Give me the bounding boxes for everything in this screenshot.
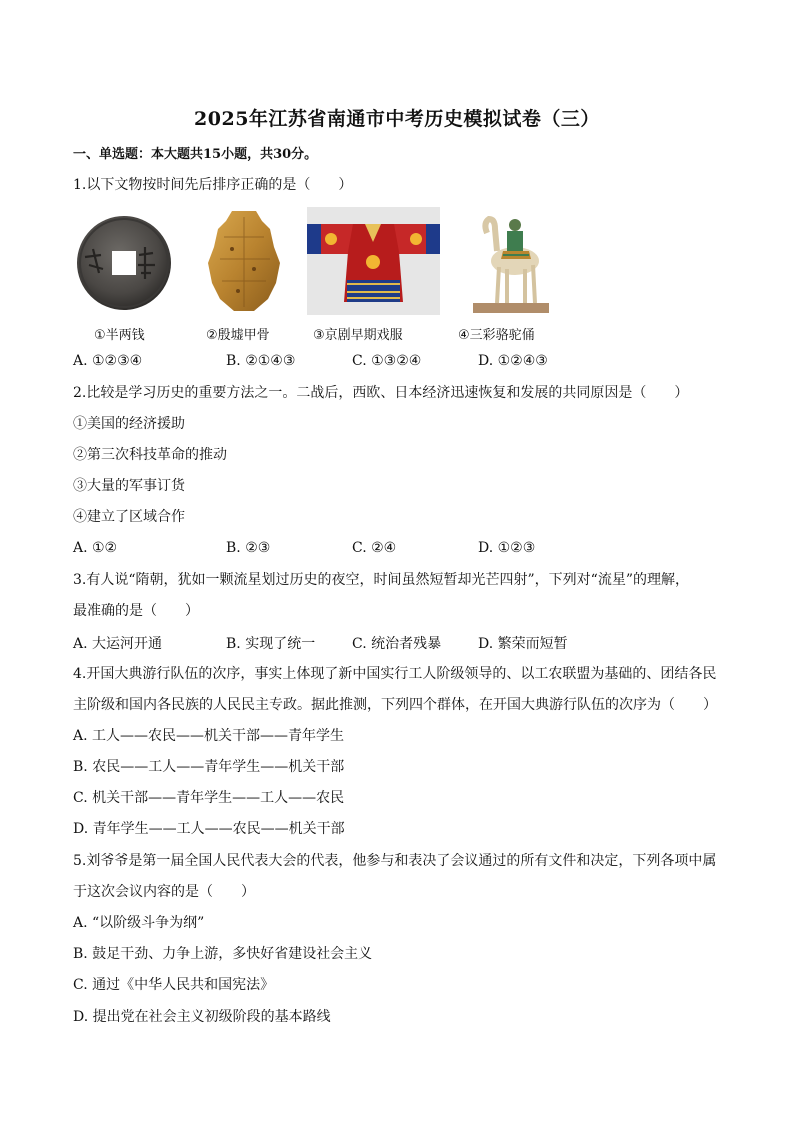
question-3-stem-line2: 最准确的是（ ）	[73, 603, 199, 619]
q1-option-d[interactable]: D. ①②④③	[478, 353, 548, 369]
q1-option-b[interactable]: B. ②①④③	[226, 353, 296, 369]
question-3-stem-line1: 3.有人说“隋朝，犹如一颗流星划过历史的夜空，时间虽然短暂却光芒四射”，下列对“流星”的理解，	[73, 572, 689, 588]
q4-option-b[interactable]: B. 农民——工人——青年学生——机关干部	[73, 759, 345, 775]
tricolor-camel-icon	[473, 207, 549, 315]
q2-item-3: ③大量的军事订货	[73, 478, 185, 494]
section-heading: 一、单选题：本大题共15小题，共30分。	[73, 147, 318, 162]
q2-item-4: ④建立了区域合作	[73, 509, 185, 525]
q4-option-a[interactable]: A. 工人——农民——机关干部——青年学生	[73, 728, 345, 744]
opera-costume-icon	[307, 207, 440, 315]
page-title: 2025年江苏省南通市中考历史模拟试卷（三）	[194, 108, 600, 130]
image-caption-3: ③京剧早期戏服	[313, 328, 403, 343]
q1-option-c[interactable]: C. ①③②④	[352, 353, 422, 369]
question-5-stem-line2: 于这次会议内容的是（ ）	[73, 884, 255, 900]
image-caption-2: ②殷墟甲骨	[206, 328, 270, 343]
q2-item-2: ②第三次科技革命的推动	[73, 447, 227, 463]
question-1-stem: 1.以下文物按时间先后排序正确的是（ ）	[73, 177, 353, 193]
q1-option-a[interactable]: A. ①②③④	[73, 353, 143, 369]
q4-option-c[interactable]: C. 机关干部——青年学生——工人——农民	[73, 790, 345, 806]
q2-option-a[interactable]: A. ①②	[73, 540, 118, 556]
q5-option-a[interactable]: A. “以阶级斗争为纲”	[73, 915, 205, 931]
q5-option-b[interactable]: B. 鼓足干劲、力争上游，多快好省建设社会主义	[73, 946, 373, 962]
image-caption-4: ④三彩骆驼俑	[458, 328, 535, 343]
question-4-stem-line2: 主阶级和国内各民族的人民民主专政。据此推测，下列四个群体，在开国大典游行队伍的次序为（ ）	[73, 697, 717, 713]
q4-option-d[interactable]: D. 青年学生——工人——农民——机关干部	[73, 821, 345, 837]
q5-option-c[interactable]: C. 通过《中华人民共和国宪法》	[73, 977, 275, 993]
q3-option-a[interactable]: A. 大运河开通	[73, 636, 163, 652]
question-5-stem-line1: 5.刘爷爷是第一届全国人民代表大会的代表，他参与和表决了会议通过的所有文件和决定，下列各项中属	[73, 853, 717, 869]
image-caption-1: ①半两钱	[94, 328, 145, 343]
ancient-coin-icon	[75, 207, 173, 315]
question-2-stem: 2.比较是学习历史的重要方法之一。二战后，西欧、日本经济迅速恢复和发展的共同原因是（ ）	[73, 385, 689, 401]
q3-option-d[interactable]: D. 繁荣而短暂	[478, 636, 568, 652]
q2-option-d[interactable]: D. ①②③	[478, 540, 536, 556]
q2-option-c[interactable]: C. ②④	[352, 540, 397, 556]
q2-item-1: ①美国的经济援助	[73, 416, 185, 432]
q3-option-b[interactable]: B. 实现了统一	[226, 636, 316, 652]
oracle-bone-icon	[204, 207, 284, 315]
question-4-stem-line1: 4.开国大典游行队伍的次序，事实上体现了新中国实行工人阶级领导的、以工农联盟为基础的、团结各民	[73, 666, 717, 682]
q2-option-b[interactable]: B. ②③	[226, 540, 271, 556]
q5-option-d[interactable]: D. 提出党在社会主义初级阶段的基本路线	[73, 1009, 331, 1025]
q3-option-c[interactable]: C. 统治者残暴	[352, 636, 442, 652]
